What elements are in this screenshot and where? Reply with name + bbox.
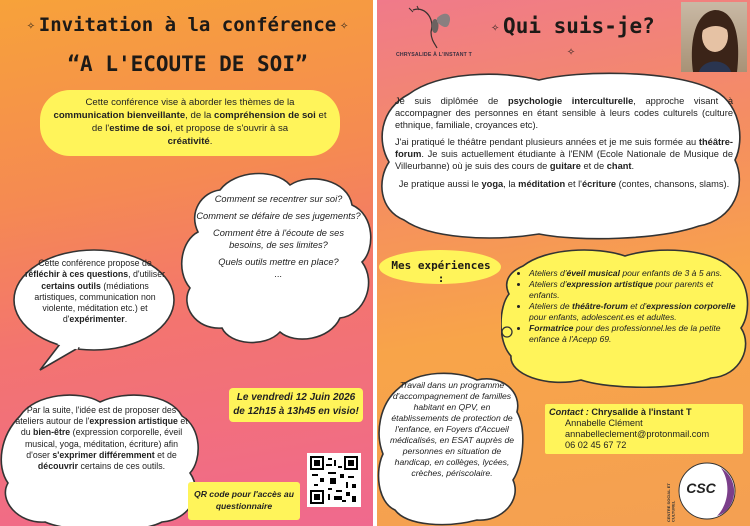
contact-email[interactable]: annabelleclement@protonmail.com bbox=[565, 429, 710, 439]
experiences-label: Mes expériences : bbox=[391, 259, 491, 285]
bio-paragraph-2: J'ai pratiqué le théâtre pendant plusieurs années et je me suis formée au théâtre-forum. Je suis actuellement étudiante à l'ENM (Ecole Nationale de Musique de Villeurbanne) où je suis des cours de guitare et de chant. bbox=[395, 137, 733, 171]
portrait-photo bbox=[681, 2, 747, 72]
diamond-icon: ✧ bbox=[491, 19, 500, 35]
chrysalide-logo-icon bbox=[405, 4, 455, 50]
partner-arc-text: CENTRE SOCIAL ET CULTUREL bbox=[666, 483, 676, 522]
purpose-text: Cette conférence propose de réfléchir à ces questions, d'utiliser certains outils (médiations artistiques, communication non violente, méditation etc.) et d'expérimenter. bbox=[24, 258, 166, 325]
contact-name: Annabelle Clément bbox=[565, 418, 643, 428]
qr-code-icon bbox=[310, 456, 358, 504]
contact-block bbox=[549, 407, 741, 451]
experiences-list bbox=[519, 268, 741, 345]
right-page bbox=[377, 0, 750, 526]
question-3: Comment être à l'écoute de ses besoins, de ses limites? bbox=[213, 228, 344, 250]
left-page bbox=[0, 0, 373, 526]
logo-text: CHRYSALIDE À L'INSTANT T bbox=[395, 52, 473, 58]
question-5: ... bbox=[274, 269, 283, 279]
portrait-person-icon bbox=[681, 2, 747, 72]
contact-phone[interactable]: 06 02 45 67 72 bbox=[565, 440, 627, 450]
question-1: Comment se recentrer sur soi? bbox=[214, 194, 343, 204]
work-text: Travail dans un programme d'accompagnement de familles habitant en QPV, en établissements de protection de l'enfance, en Foyers d'Accueil médicalisés, en ESAT auprès de personnes en situation de handicap, en collèges, lycées, crèches, périscolaire. bbox=[389, 380, 515, 478]
bio-paragraph-3: Je pratique aussi le yoga, la méditation et l'écriture (contes, chansons, slams). bbox=[398, 178, 730, 189]
about-title bbox=[481, 14, 661, 62]
partner-logo bbox=[666, 460, 743, 522]
experience-item: • Ateliers de théâtre-forum et d'expression corporelle pour enfants, adolescent.es et adultes. bbox=[529, 301, 741, 323]
followup-text: Par la suite, l'idée est de proposer des ateliers autour de l'expression artistique et du bien-être (expression corporelle, éveil musical, yoga, méditation, écriture) afin d'oser s'exprimer différemment et de découvrir certains de ces outils. bbox=[15, 405, 188, 472]
experience-item: • Formatrice pour des professionnel.les de la petite enfance à l'Acepp 69. bbox=[529, 323, 741, 345]
contact-label: Contact : bbox=[549, 407, 589, 417]
qr-code[interactable] bbox=[307, 453, 361, 507]
qr-caption: QR code pour l'accès au questionnaire bbox=[194, 489, 294, 511]
bio-paragraph-1: Je suis diplômée de psychologie interculturelle, approche visant à accompagner des personnes en étant sensible à leurs codes culturels (culture ethnique, familiale, croyances etc). bbox=[395, 96, 733, 130]
contact-org: Chrysalide à l'instant T bbox=[591, 407, 692, 417]
question-4: Quels outils mettre en place? bbox=[218, 257, 339, 267]
question-2: Comment se défaire de ses jugements? bbox=[196, 211, 361, 221]
title-line-1 bbox=[10, 14, 365, 36]
experience-item: • Ateliers d'éveil musical pour enfants de 3 à 5 ans. bbox=[529, 268, 741, 279]
about-title-text: Qui suis-je? bbox=[503, 14, 655, 38]
title-text-1: Invitation à la conférence bbox=[38, 14, 337, 36]
diamond-icon: ✧ bbox=[340, 18, 349, 33]
experience-item: • Ateliers d'expression artistique pour parents et enfants. bbox=[529, 279, 741, 301]
diamond-icon: ✧ bbox=[26, 18, 35, 33]
bio-text bbox=[395, 96, 733, 191]
diamond-icon: ✧ bbox=[567, 43, 575, 59]
date-text bbox=[229, 391, 363, 419]
partner-logo-text: CSC bbox=[686, 480, 716, 496]
contact-heading bbox=[549, 407, 741, 418]
intro-text: Cette conférence vise à aborder les thèmes de la communication bienveillante, de la compréhension de soi et de l'estime de soi, et propose de s'ouvrir à sa créativité. bbox=[53, 97, 327, 147]
date-line-1: Le vendredi 12 Juin 2026 bbox=[236, 392, 356, 403]
questions-list bbox=[196, 193, 361, 280]
title-line-2: “A L'ECOUTE DE SOI” bbox=[67, 52, 308, 76]
date-line-2: de 12h15 à 13h45 en visio! bbox=[233, 406, 359, 417]
